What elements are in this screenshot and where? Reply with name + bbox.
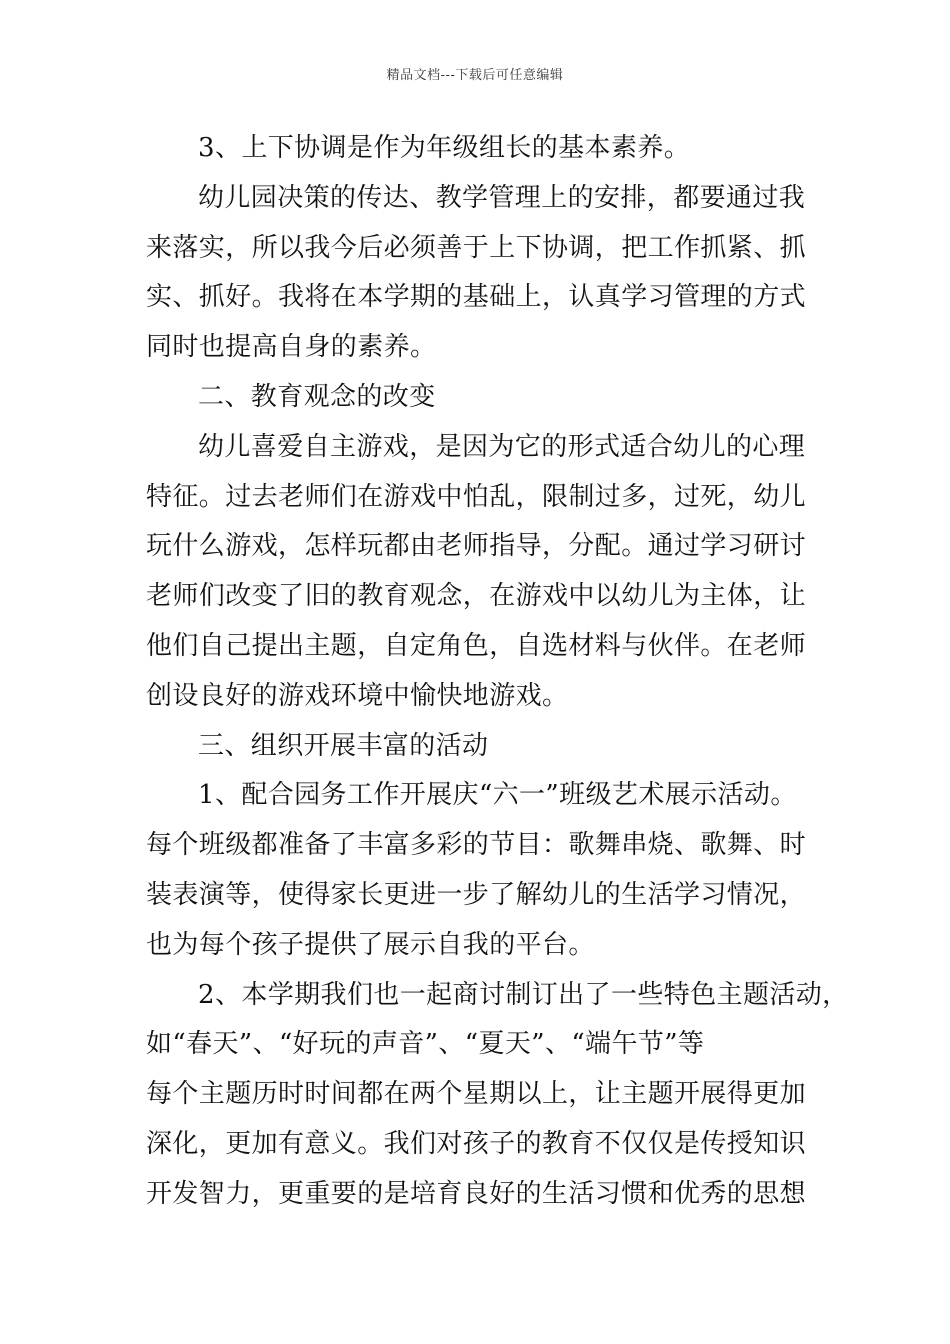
- text-line: 装表演等，使得家长更进一步了解幼儿的生活学习情况，: [146, 879, 807, 910]
- text-line: 幼儿园决策的传达、教学管理上的安排，都要通过我: [198, 182, 806, 213]
- text-line: 如“春天”、“好玩的声音”、“夏天”、“端午节”等: [146, 1029, 705, 1060]
- text-line: 1、配合园务工作开展庆“六一”班级艺术展示活动。: [198, 780, 797, 811]
- text-line: 他们自己提出主题，自定角色，自选材料与伙伴。在老师: [146, 630, 807, 661]
- text-line: 玩什么游戏，怎样玩都由老师指导，分配。通过学习研讨: [146, 531, 807, 562]
- section-heading: 二、教育观念的改变: [198, 381, 436, 412]
- document-body: [146, 124, 849, 1220]
- text-line: 同时也提高自身的素养。: [146, 332, 437, 363]
- text-line: 开发智力，更重要的是培育良好的生活习惯和优秀的思想: [146, 1178, 807, 1209]
- text-line: 创设良好的游戏环境中愉快地游戏。: [146, 680, 569, 711]
- text-line: 来落实，所以我今后必须善于上下协调，把工作抓紧、抓: [146, 232, 807, 263]
- text-line: 实、抓好。我将在本学期的基础上，认真学习管理的方式: [146, 282, 807, 313]
- page-header: 精品文档---下载后可任意编辑: [386, 68, 564, 83]
- text-line: 深化，更加有意义。我们对孩子的教育不仅仅是传授知识: [146, 1128, 807, 1159]
- text-line: 老师们改变了旧的教育观念，在游戏中以幼儿为主体，让: [146, 581, 807, 612]
- text-line: 3、上下协调是作为年级组长的基本素养。: [198, 133, 691, 163]
- text-line: 每个班级都准备了丰富多彩的节目：歌舞串烧、歌舞、时: [146, 830, 807, 861]
- text-line: 每个主题历时时间都在两个星期以上，让主题开展得更加: [146, 1079, 807, 1110]
- section-heading: 三、组织开展丰富的活动: [198, 730, 489, 761]
- text-line: 幼儿喜爱自主游戏，是因为它的形式适合幼儿的心理: [198, 431, 806, 462]
- text-line: 特征。过去老师们在游戏中怕乱，限制过多，过死，幼儿: [146, 481, 807, 512]
- text-line: 2、本学期我们也一起商讨制订出了一些特色主题活动，: [198, 979, 849, 1010]
- text-line: 也为每个孩子提供了展示自我的平台。: [146, 929, 595, 960]
